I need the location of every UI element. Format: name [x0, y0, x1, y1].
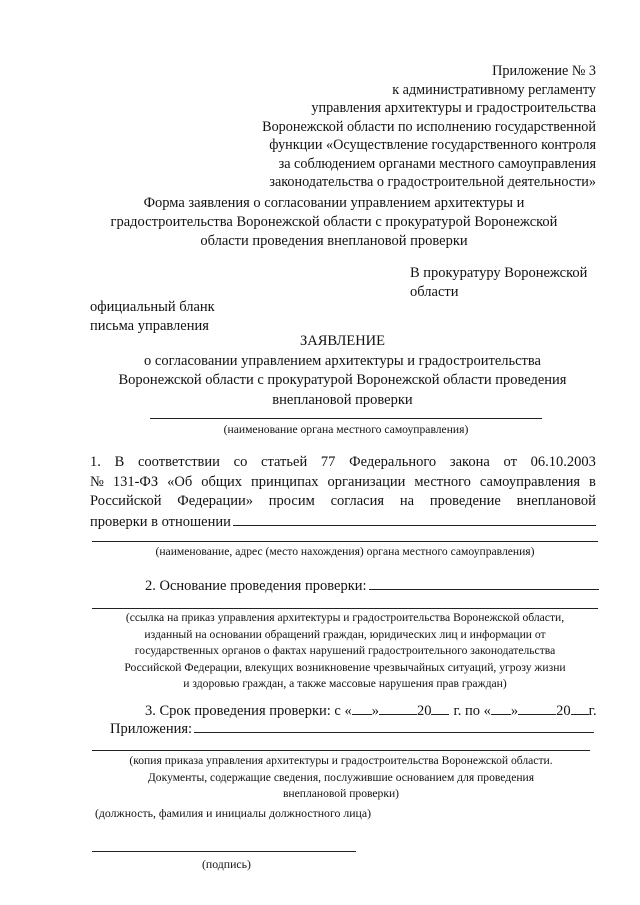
item-1-word: принципах [251, 473, 319, 490]
start-year-field[interactable] [431, 701, 449, 715]
item-1-line [90, 512, 596, 532]
letterhead-note [90, 298, 215, 336]
item-1-word: от [503, 454, 517, 470]
attachments-row [110, 719, 594, 739]
appendix-line: законодательства о градостроительной деятельности» [269, 174, 596, 190]
caption-basis-line: (ссылка на приказ управления архитектуры и градостроительства Воронежской области, [125, 611, 565, 624]
end-year-field[interactable] [571, 701, 589, 715]
signature-field[interactable] [92, 851, 356, 852]
item-1-word: проведение [429, 493, 501, 509]
item-1-word: в [589, 473, 596, 490]
caption-basis-line: и здоровью граждан, а также массовые нарушения прав граждан) [183, 677, 507, 690]
appendix-header [230, 62, 596, 192]
appendix-line: функции «Осуществление государственного контроля [269, 137, 596, 153]
start-month-field[interactable] [379, 701, 417, 715]
letterhead-line: письма управления [90, 318, 209, 334]
caption-copy-line: Документы, содержащие сведения, послужившие основанием для проведения [147, 770, 535, 784]
item-1-word: внеплановой [516, 493, 596, 509]
appendix-line: Приложение № 3 [492, 63, 596, 79]
item-1-word: Федерального [349, 454, 437, 470]
item-1-word: № [90, 473, 104, 490]
item-2-row [145, 576, 599, 596]
item-1-word: согласия [330, 493, 385, 509]
item-1-word: 131-ФЗ [112, 473, 159, 490]
item-1-word: В [114, 454, 125, 470]
caption-official: (должность, фамилия и инициалы должностного лица) [95, 806, 372, 820]
caption-copy [92, 753, 590, 803]
caption-basis-line: Российской Федерации, влекущих возникновение чрезвычайных ситуаций, угрозу жизни [124, 660, 566, 674]
item-1-word: со [233, 454, 248, 470]
local-body-name-field[interactable] [150, 418, 542, 419]
item-1-paragraph [90, 453, 596, 531]
item-1-word: соответствии [137, 454, 220, 470]
item-1-word: организации [327, 473, 406, 490]
caption-name-address: (наименование, адрес (место нахождения) органа местного самоуправления) [155, 545, 535, 558]
inspected-body-field[interactable] [233, 512, 596, 526]
item-1-word: 77 [320, 454, 336, 470]
form-title-line: области проведения внеплановой проверки [200, 233, 468, 249]
to-label: г. по « [453, 703, 491, 719]
item-1-word: 06.10.2003 [530, 454, 596, 470]
statement-title: ЗАЯВЛЕНИЕ [299, 333, 386, 349]
attachments-field[interactable] [194, 719, 594, 733]
appendix-line: к административному регламенту [392, 81, 596, 98]
end-month-field[interactable] [518, 701, 556, 715]
caption-copy-line: (копия приказа управления архитектуры и градостроительства Воронежской области. [129, 754, 553, 767]
item-1-word: самоуправления [479, 473, 581, 490]
caption-copy-line: внеплановой проверки) [282, 787, 400, 800]
item-1-word: «Об [167, 473, 193, 490]
statement-heading [90, 332, 595, 410]
form-title [90, 194, 578, 251]
letterhead-line: официальный бланк [90, 299, 215, 315]
item-1-word: просим [268, 493, 315, 509]
item-1-word: на [399, 493, 415, 509]
form-title-line: Форма заявления о согласовании управлением архитектуры и [143, 195, 525, 211]
statement-subtitle-line: Воронежской области с прокуратурой Воронежской области проведения [118, 372, 567, 388]
appendix-line: за соблюдением органами местного самоуправления [278, 155, 596, 172]
item-1-word: статьей [261, 454, 308, 470]
item-2-label: 2. Основание проведения проверки: [145, 578, 367, 594]
item-3-row [145, 701, 597, 721]
caption-signature: (подпись) [202, 857, 251, 871]
item-1-word: местного [414, 473, 471, 490]
attachments-label: Приложения: [110, 721, 193, 737]
end-year-prefix: 20 [556, 703, 571, 719]
close-quote: » [510, 703, 519, 719]
name-address-field[interactable] [92, 541, 598, 542]
statement-subtitle-line: внеплановой проверки [272, 391, 413, 408]
basis-field-line[interactable] [92, 608, 598, 609]
addressee-line: области [410, 284, 459, 300]
item-1-line-text: проверки в отношении [90, 513, 231, 530]
caption-basis [92, 610, 598, 693]
item-1-word: Российской [90, 493, 162, 509]
year-suffix: г. [588, 703, 597, 719]
basis-field[interactable] [369, 576, 599, 590]
item-1-line [90, 453, 596, 473]
caption-basis-line: изданный на основании обращений граждан, юридических лиц и информации от [144, 627, 546, 641]
item-1-word: Федерации» [177, 493, 253, 509]
item-1-word: общих [201, 473, 243, 490]
attachments-field-line[interactable] [92, 750, 590, 751]
end-day-field[interactable] [491, 701, 511, 715]
close-quote: » [371, 703, 379, 719]
item-1-word: закона [449, 454, 490, 470]
appendix-line: управления архитектуры и градостроительства [311, 100, 596, 116]
addressee [410, 264, 587, 302]
addressee-line: В прокуратуру Воронежской [410, 265, 588, 281]
caption-basis-line: государственных органов о фактах нарушений градостроительного законодательства [134, 644, 556, 657]
start-year-prefix: 20 [416, 703, 432, 719]
form-title-line: градостроительства Воронежской области с прокуратурой Воронежской [110, 214, 558, 230]
statement-subtitle-line: о согласовании управлением архитектуры и градостроительства [144, 352, 541, 369]
item-3-label: 3. Срок проведения проверки: с « [145, 703, 352, 719]
item-1-line [90, 492, 596, 512]
start-day-field[interactable] [352, 701, 372, 715]
item-1-word: 1. [90, 454, 101, 470]
appendix-line: Воронежской области по исполнению государственной [262, 118, 596, 135]
caption-local-body: (наименование органа местного самоуправления) [223, 423, 469, 436]
item-1-line [90, 473, 596, 493]
